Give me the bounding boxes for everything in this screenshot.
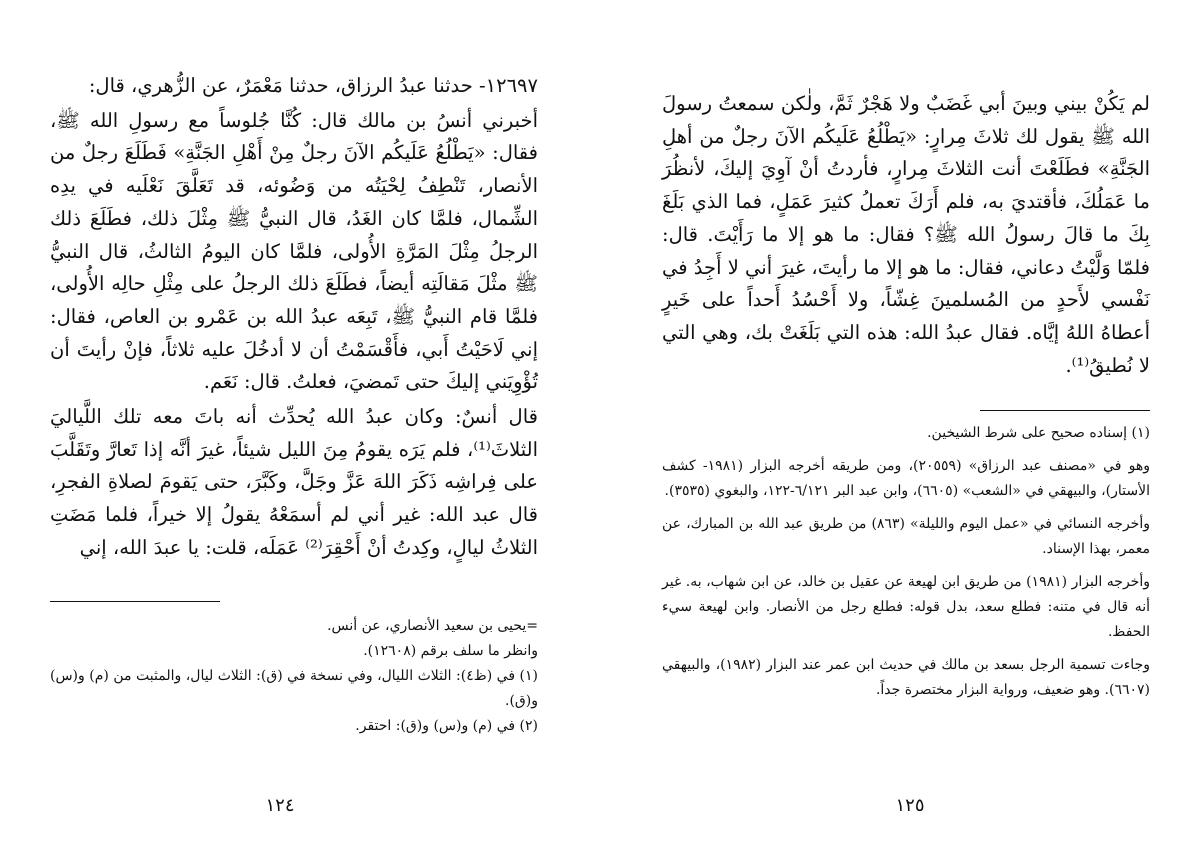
page-125 [600, 0, 1200, 846]
footnote-line: وأخرجه النسائي في «عمل اليوم والليلة» (٨٦٣) من طريق عبد الله بن المبارك، عن معمر، بهذا الإسناد. [662, 516, 1150, 558]
footnote-line: (١) في (ظ٤): الثلاث الليال، وفي نسخة في (ق): الثلاث ليال، والمثبت من (م) و(س) و(ق). [50, 667, 539, 709]
main-text [662, 88, 1150, 382]
main-text [50, 70, 538, 565]
footnote-line: وهو في «مصنف عبد الرزاق» (٢٠٥٥٩)، ومن طريقه أخرجه البزار (١٩٨١- كشف الأستار)، والبيهقي في «الشعب» (٦٦٠٥)، وابن عبد البر ٦/١٢١-١٢٢، والبغوي (٣٥٣٥). [662, 458, 1150, 500]
footnote-separator [50, 601, 220, 602]
hadith-heading: ١٢٦٩٧- حدثنا عبدُ الرزاق، حدثنا مَعْمَرٌ، عن الزُّهري، قال: [88, 74, 538, 97]
page-number: ١٢٤ [265, 795, 295, 816]
footnotes [50, 614, 538, 739]
footnote-line: (١) إسناده صحيح على شرط الشيخين. [927, 425, 1150, 442]
main-paragraph: قال أنسٌ: وكان عبدُ الله يُحدِّث أنه باتَ معه تلك اللَّياليَ الثلاثَ⁽¹⁾، فلم يَرَه يقومُ مِنَ الليل شيئاً، غيرَ أنَّه إذا تَعارَّ وتَقَلَّبَ على فِراشِه ذَكَرَ اللهَ عَزَّ وجَلَّ، وكَبَّرَ، حتى يَقومَ لصلاةِ الفجرِ، قال عبد الله: غير أني لم أسمَعْهُ يقولُ إلا خيراً، فلما مَضَتِ الثلاثُ ليالٍ، وكِدتُ أنْ أَحْقِرَ⁽²⁾ عَمَلَه، قلت: يا عبدَ الله، إني [50, 405, 538, 559]
page-number: ١٢٥ [895, 795, 925, 816]
main-paragraph: لم يَكُنْ بيني وبينَ أبي غَضَبٌ ولا هَجْرٌ ثَمَّ، ولٰكن سمعتُ رسولَ الله ﷺ يقول لك ثلاثَ مِرارٍ: «يَطْلُعُ عَلَيكُم الآنَ رجلٌ من أهلِ الجَنَّةِ» فطَلَعْتَ أنت الثلاثَ مِرارٍ، فأردتُ أنْ آوِيَ إليكَ، لأنظُرَ ما عَمَلُكَ، فأقتديَ به، فلم أَرَكَ تعملُ كثيرَ عَمَلٍ، فما الذي بَلَغَ بِكَ ما قالَ رسولُ الله ﷺ؟ فقال: ما هو إلا ما رَأَيْتَ. قال: فلمّا وَلَّيْتُ دعاني، فقال: ما هو إلا ما رأيتَ، غيرَ أني لا أَجِدُ في نَفْسي لأَحدٍ من المُسلمينَ غِشّاً، ولا أَحْسُدُ أَحداً على خَيرٍ أعطاهُ اللهُ إيَّاه. فقال عبدُ الله: هذه التي بَلَغَتْ بك، وهي التي لا نُطيقُ⁽¹⁾. [662, 92, 1150, 377]
footnote-line: (٢) في (م) و(س) و(ق): احتقر. [355, 717, 538, 734]
main-paragraph: أخبرني أنسُ بن مالك قال: كُنَّا جُلوساً مع رسولِ الله ﷺ، فقال: «يَطْلُعُ عَلَيكُم الآنَ رجلٌ مِنْ أَهْلِ الجَنَّةِ» فَطَلَعَ رجلٌ من الأنصار، تَنْطِفُ لِحْيَتُه من وَضُوئه، قد تَعَلَّقَ نَعْلَيه في يدِه الشِّمال، فلمَّا كان الغَدُ، قال النبيُّ ﷺ مِثْلَ ذلك، فطَلَعَ ذلك الرجلُ مِثْلَ المَرَّةِ الأُولى، فلمَّا كان اليومُ الثالثُ، قال النبيُّ ﷺ مثْلَ مَقالَتِه أيضاً، فطَلَعَ ذلك الرجلُ على مِثْلِ حالِه الأُولى، فلمَّا قام النبيُّ ﷺ، تَبِعَه عبدُ الله بن عَمْرو بن العاص، فقال: إني لَاحَيْتُ أَبي، فأَقْسَمْتُ أن لا أدخُلَ عليه ثلاثاً، فإنْ رأيتَ أن تُؤْوِيَني إليكَ حتى تَمضيَ، فعلتُ. قال: نَعَم. [50, 108, 538, 394]
footnote-line: =يحيى بن سعيد الأنصاري، عن أنس. [327, 617, 538, 634]
footnotes [662, 421, 1150, 703]
footnote-line: وانظر ما سلف برقم (١٢٦٠٨). [363, 642, 538, 659]
footnote-line: وأخرجه البزار (١٩٨١) من طريق ابن لهيعة عن عقيل بن خالد، عن ابن شهاب، به. غير أنه قال في متنه: فطلع سعد، بدل قوله: فطلع رجل من الأنصار. وابن لهيعة سيء الحفظ. [662, 574, 1150, 641]
footnote-separator [980, 410, 1150, 411]
footnote-line: وجاءت تسمية الرجل بسعد بن مالك في حديث ابن عمر عند البزار (١٩٨٢)، والبيهقي (٦٦٠٧). وهو ضعيف، ورواية البزار مختصرة جداً. [662, 657, 1150, 699]
